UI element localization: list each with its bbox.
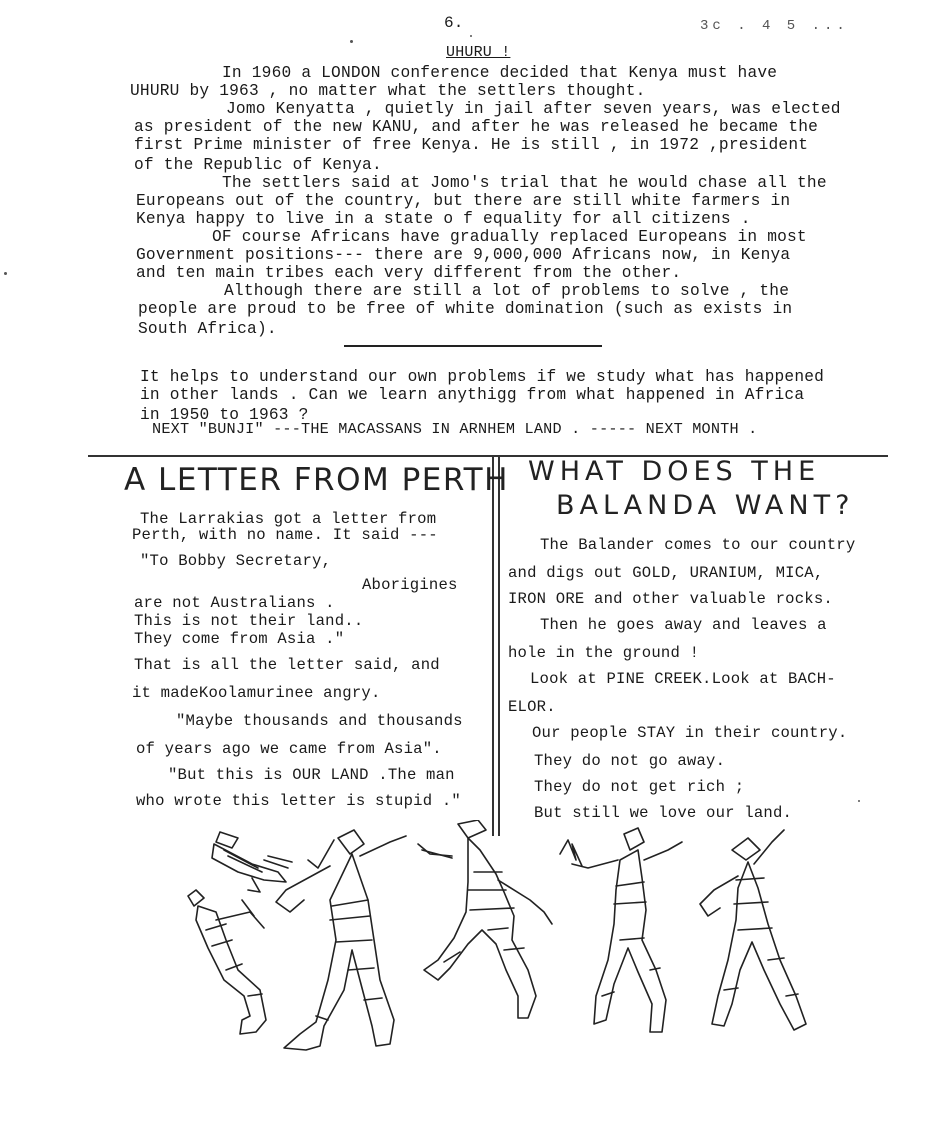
column-divider bbox=[492, 456, 494, 836]
dancer-figure bbox=[212, 832, 292, 892]
perth-title: A LETTER FROM PERTH bbox=[124, 462, 509, 498]
balanda-line: Our people STAY in their country. bbox=[532, 724, 848, 742]
balanda-line: The Balander comes to our country bbox=[540, 536, 856, 554]
balanda-line: They do not get rich ; bbox=[534, 778, 745, 796]
balanda-line: Then he goes away and leaves a bbox=[540, 616, 827, 634]
balanda-line: Look at PINE CREEK.Look at BACH- bbox=[530, 670, 836, 688]
ink-speck bbox=[858, 800, 860, 802]
dancer-figure bbox=[276, 830, 406, 1050]
uhuru-line: South Africa). bbox=[138, 320, 277, 338]
perth-line: "Maybe thousands and thousands bbox=[176, 712, 463, 730]
uhuru-line: Government positions--- there are 9,000,000 Africans now, in Kenya bbox=[136, 246, 791, 264]
closing-line: in other lands . Can we learn anythigg from what happened in Africa bbox=[140, 386, 805, 404]
perth-line: "To Bobby Secretary, bbox=[140, 552, 332, 570]
uhuru-line: The settlers said at Jomo's trial that he would chase all the bbox=[222, 174, 827, 192]
perth-line: of years ago we came from Asia". bbox=[136, 740, 442, 758]
header-scribble: 3c . 4 5 ... bbox=[700, 18, 849, 34]
closing-line: It helps to understand our own problems if we study what has happened bbox=[140, 368, 825, 386]
next-issue-line: NEXT "BUNJI" ---THE MACASSANS IN ARNHEM LAND . ----- NEXT MONTH . bbox=[152, 420, 758, 438]
uhuru-line: UHURU by 1963 , no matter what the settlers thought. bbox=[130, 82, 646, 100]
perth-line: Aborigines bbox=[362, 576, 458, 594]
balanda-line: hole in the ground ! bbox=[508, 644, 700, 662]
perth-line: Perth, with no name. It said --- bbox=[132, 526, 438, 544]
perth-line: The Larrakias got a letter from bbox=[140, 510, 437, 528]
uhuru-title: UHURU ! bbox=[446, 44, 511, 61]
perth-line: are not Australians . bbox=[134, 594, 335, 612]
uhuru-line: Europeans out of the country, but there are still white farmers in bbox=[136, 192, 791, 210]
perth-line: "But this is OUR LAND .The man bbox=[168, 766, 455, 784]
page-number: 6. bbox=[444, 14, 464, 32]
dancer-figure bbox=[700, 830, 806, 1030]
uhuru-line: of the Republic of Kenya. bbox=[134, 156, 382, 174]
balanda-line: They do not go away. bbox=[534, 752, 726, 770]
uhuru-line: In 1960 a LONDON conference decided that Kenya must have bbox=[222, 64, 778, 82]
uhuru-line: as president of the new KANU, and after he was released he became the bbox=[134, 118, 819, 136]
column-divider bbox=[498, 456, 500, 836]
perth-line: They come from Asia ." bbox=[134, 630, 345, 648]
uhuru-line: first Prime minister of free Kenya. He is still , in 1972 ,president bbox=[134, 136, 809, 154]
uhuru-line: Kenya happy to live in a state o f equality for all citizens . bbox=[136, 210, 751, 228]
uhuru-line: people are proud to be free of white domination (such as exists in bbox=[138, 300, 793, 318]
balanda-line: ELOR. bbox=[508, 698, 556, 716]
balanda-line: and digs out GOLD, URANIUM, MICA, bbox=[508, 564, 824, 582]
ink-speck bbox=[4, 272, 7, 275]
uhuru-line: and ten main tribes each very different from the other. bbox=[136, 264, 682, 282]
dancer-figure bbox=[560, 828, 682, 1032]
uhuru-line: OF course Africans have gradually replaced Europeans in most bbox=[212, 228, 807, 246]
closing-line: in 1950 to 1963 ? bbox=[140, 406, 309, 424]
uhuru-line: Jomo Kenyatta , quietly in jail after seven years, was elected bbox=[226, 100, 841, 118]
dancer-figure bbox=[188, 890, 266, 1034]
ink-speck bbox=[470, 35, 472, 37]
perth-line: who wrote this letter is stupid ." bbox=[136, 792, 461, 810]
section-divider bbox=[344, 345, 602, 347]
balanda-title-line2: BALANDA WANT? bbox=[556, 490, 855, 521]
ink-speck bbox=[350, 40, 353, 43]
perth-line: That is all the letter said, and bbox=[134, 656, 440, 674]
uhuru-line: Although there are still a lot of problems to solve , the bbox=[224, 282, 790, 300]
balanda-line: IRON ORE and other valuable rocks. bbox=[508, 590, 833, 608]
perth-line: it madeKoolamurinee angry. bbox=[132, 684, 381, 702]
balanda-title-line1: WHAT DOES THE bbox=[528, 456, 821, 487]
dancer-figure bbox=[418, 820, 552, 1018]
balanda-line: But still we love our land. bbox=[534, 804, 793, 822]
dancing-figures-illustration bbox=[168, 820, 828, 1060]
perth-line: This is not their land.. bbox=[134, 612, 364, 630]
